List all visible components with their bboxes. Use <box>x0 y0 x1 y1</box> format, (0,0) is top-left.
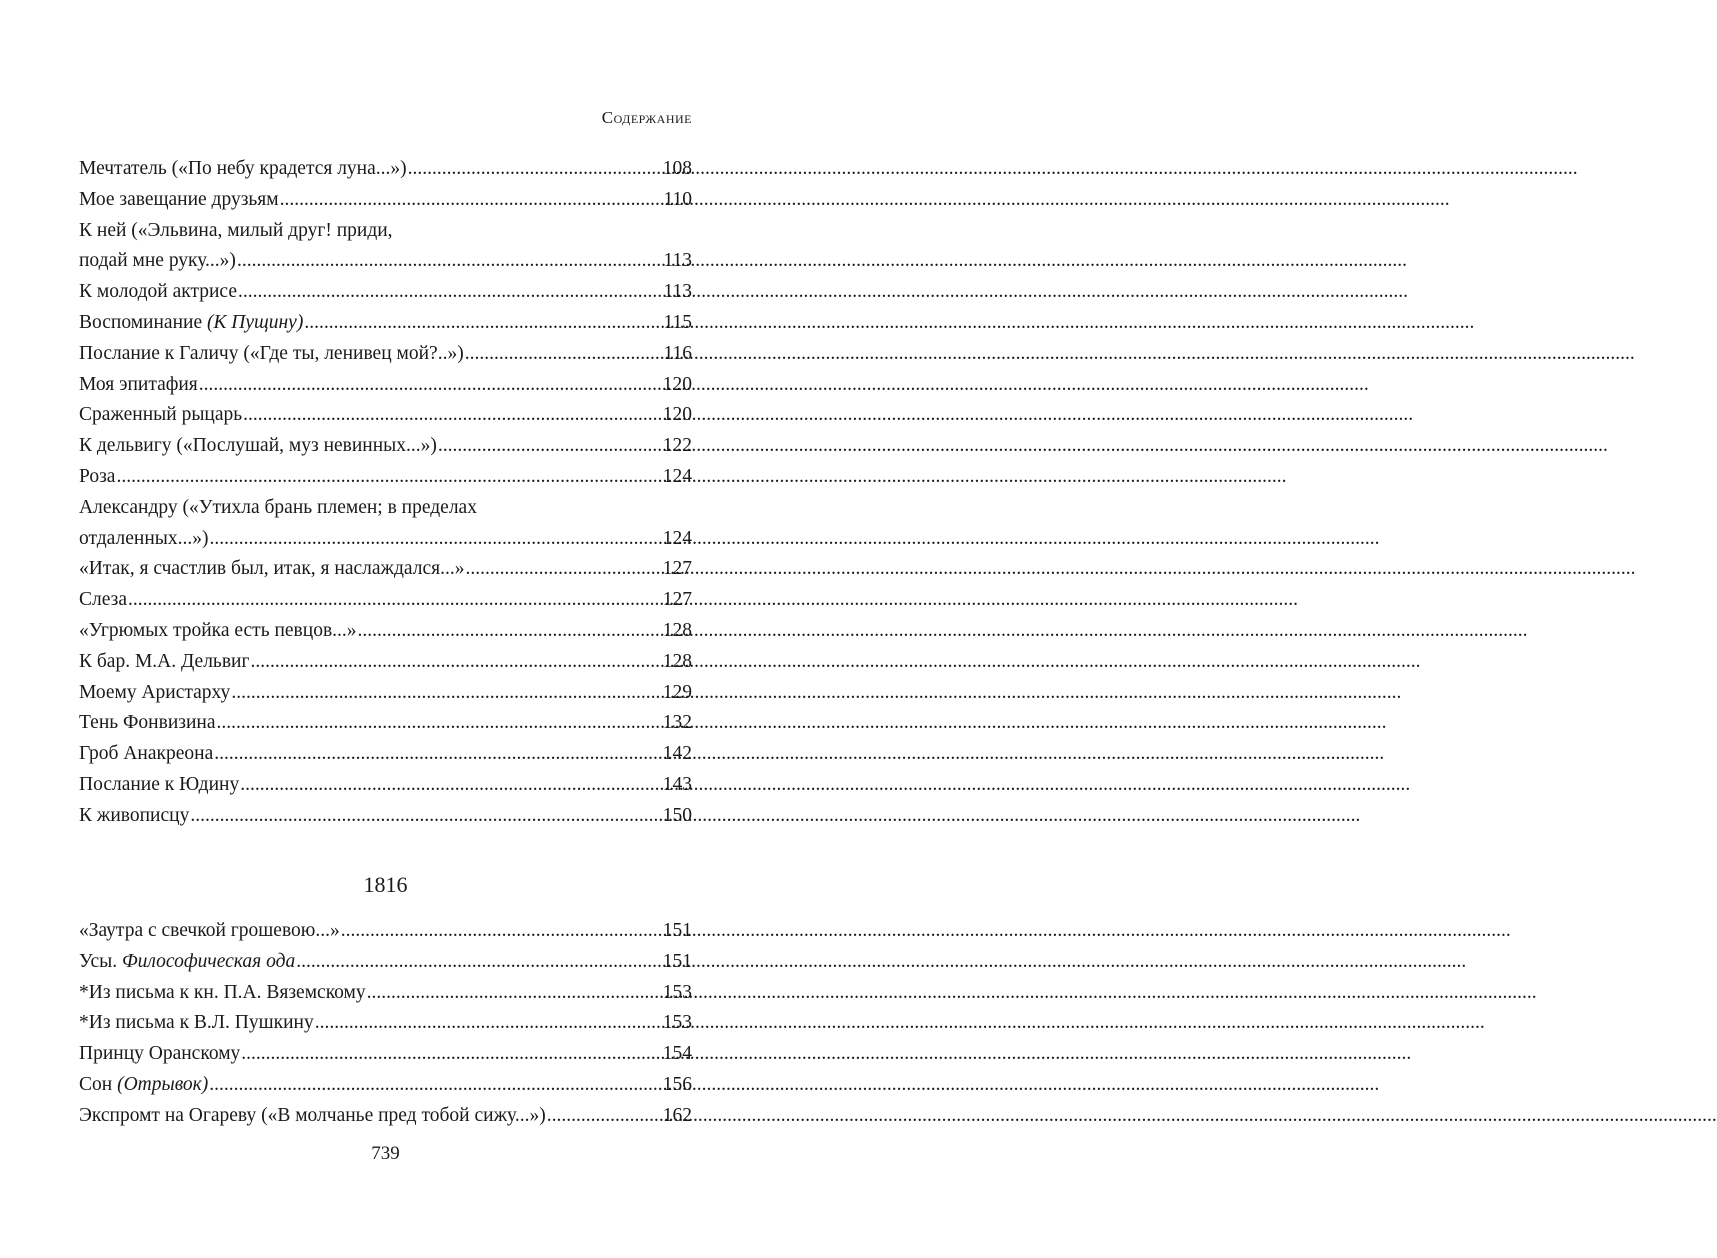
toc-entry <box>79 739 692 770</box>
dot-leader <box>128 585 662 616</box>
toc-entry-title <box>79 370 198 401</box>
dot-leader <box>199 370 662 401</box>
dot-leader <box>408 154 662 185</box>
toc-entry <box>79 462 692 493</box>
toc-entry-page: 128 <box>662 619 692 641</box>
toc-entry-title-text: Усы. <box>79 950 118 972</box>
toc-entry-subtitle: Философическая ода <box>121 950 296 972</box>
dot-leader <box>547 1101 662 1132</box>
toc-entry-title <box>79 647 249 678</box>
toc-entry <box>79 947 692 978</box>
dot-leader <box>358 616 662 647</box>
toc-entry <box>79 339 692 370</box>
toc-entry-title-text: Экспромт на Огареву («В молчанье пред тобой сижу...») <box>79 1104 546 1126</box>
toc-entry <box>79 185 692 216</box>
dot-leader <box>466 554 662 585</box>
toc-entry-title <box>79 1008 314 1039</box>
toc-entry-page: 128 <box>662 650 692 672</box>
dot-leader <box>240 770 662 801</box>
dot-leader <box>465 339 663 370</box>
dot-leader <box>367 978 662 1009</box>
dot-leader <box>237 246 663 277</box>
toc-entry-title <box>79 277 237 308</box>
toc-entry-page: 150 <box>662 804 692 826</box>
dot-leader <box>296 947 662 978</box>
page-number: 739 <box>371 1143 400 1164</box>
toc-entry <box>79 277 692 308</box>
toc-entry-title-text: Слеза <box>79 589 127 611</box>
toc-entry-title-text: Мое завещание друзьям <box>79 188 279 210</box>
toc-entry <box>79 801 692 832</box>
toc-entry-title-text: К дельвигу («Послушай, муз невинных...») <box>79 435 437 457</box>
year-heading: 1816 <box>363 872 408 897</box>
toc-entry-title-text: Сон <box>79 1073 113 1095</box>
toc-entry-title <box>79 339 464 370</box>
dot-leader <box>241 1039 661 1070</box>
toc-entry-title-text: Принцу Оранскому <box>79 1043 241 1065</box>
toc-entry-page: 153 <box>662 981 692 1003</box>
toc-entry-title-text: Тень Фонвизина <box>79 712 216 734</box>
dot-leader <box>315 1008 662 1039</box>
toc-entry-title-text: К бар. М.А. Дельвиг <box>79 650 250 672</box>
toc-entry-page: 113 <box>663 250 692 272</box>
toc-entry-title <box>79 1070 208 1101</box>
dot-leader <box>116 462 661 493</box>
toc-entry-title <box>79 947 295 978</box>
toc-entry-title <box>79 554 465 585</box>
toc-entry-title <box>79 400 242 431</box>
toc-entry <box>79 1039 692 1070</box>
toc-entry-subtitle: (К Пущину) <box>206 311 304 333</box>
toc-entry-page: 142 <box>662 743 692 765</box>
toc-entry-page: 115 <box>663 311 692 333</box>
dot-leader <box>231 678 661 709</box>
toc-entry-title-line: Александру («Утихла брань племен; в пределах <box>79 496 477 518</box>
dot-leader <box>438 431 662 462</box>
toc-entry-title-text: Моему Аристарху <box>79 681 231 703</box>
toc-entry-title-text: подай мне руку...») <box>79 250 236 272</box>
toc-entry <box>79 308 692 339</box>
dot-leader <box>250 647 661 678</box>
toc-entry <box>79 216 692 278</box>
toc-entry-page: 108 <box>662 158 692 179</box>
toc-entry <box>79 678 692 709</box>
toc-entry-title <box>79 770 239 801</box>
toc-entry-title-text: *Из письма к кн. П.А. Вяземскому <box>79 981 366 1003</box>
toc-entry-title-text: Моя эпитафия <box>79 373 198 395</box>
toc-entry-title-text: Послание к Галичу («Где ты, ленивец мой?..») <box>79 342 464 364</box>
toc-entry-page: 120 <box>662 373 692 395</box>
dot-leader <box>190 801 661 832</box>
toc-entry-title <box>79 431 437 462</box>
toc-entry-title <box>79 462 115 493</box>
dot-leader <box>209 524 661 555</box>
toc-entry <box>79 770 692 801</box>
toc-entry-title <box>79 185 279 216</box>
toc-entry <box>79 493 692 555</box>
toc-entry-page: 122 <box>662 435 692 457</box>
toc-entry-page: 124 <box>662 527 692 549</box>
toc-entry-title-line: К ней («Эльвина, милый друг! приди, <box>79 219 393 241</box>
toc-entry-page: 156 <box>662 1073 692 1095</box>
toc-entry-title <box>79 708 216 739</box>
toc-entry-page: 127 <box>662 589 692 611</box>
toc-entry-page: 153 <box>662 1012 692 1034</box>
toc-entry-title-text: «Угрюмых тройка есть певцов...» <box>79 619 357 641</box>
toc-entry-page: 129 <box>662 681 692 703</box>
toc-entry <box>79 647 692 678</box>
toc-entry <box>79 1101 692 1132</box>
toc-entry-page: 116 <box>663 342 692 364</box>
toc-entry <box>79 1070 692 1101</box>
dot-leader <box>238 277 662 308</box>
toc-entry <box>79 431 692 462</box>
toc-entry-title-text: Сраженный рыцарь <box>79 404 243 426</box>
dot-leader <box>341 916 662 947</box>
toc-entry <box>79 585 692 616</box>
toc-entry <box>79 916 692 947</box>
toc-entry-title <box>79 585 127 616</box>
toc-entry-title <box>79 678 230 709</box>
dot-leader <box>214 739 662 770</box>
toc-entry-title-text: отдаленных...») <box>79 527 209 549</box>
toc-entry-page: 151 <box>662 920 692 941</box>
toc-entry-title <box>79 1101 546 1132</box>
toc-entry-title-text: Послание к Юдину <box>79 773 240 795</box>
toc-entry-title-text: К живописцу <box>79 804 190 826</box>
toc-entry-page: 113 <box>663 281 692 303</box>
toc-entry-title <box>79 154 407 185</box>
toc-entry-title <box>79 524 208 555</box>
toc-entry-subtitle: (Отрывок) <box>117 1073 209 1095</box>
running-header: Содержание <box>601 108 692 127</box>
toc-entry <box>79 708 692 739</box>
toc-section-2 <box>79 916 692 1132</box>
toc-entry-title <box>79 246 236 277</box>
toc-entry-title <box>79 916 340 947</box>
toc-entry-page: 120 <box>662 404 692 426</box>
toc-entry-title-text: Роза <box>79 465 116 487</box>
dot-leader <box>304 308 662 339</box>
toc-entry-page: 124 <box>662 465 692 487</box>
toc-entry-title-text: *Из письма к В.Л. Пушкину <box>79 1012 314 1034</box>
toc-entry-title <box>79 308 303 339</box>
toc-entry-page: 162 <box>662 1104 692 1126</box>
toc-entry-title <box>79 801 189 832</box>
toc-entry-title-text: Мечтатель («По небу крадется луна...») <box>79 158 407 179</box>
toc-section-1 <box>79 154 692 832</box>
toc-entry-page: 154 <box>662 1043 692 1065</box>
toc-entry <box>79 554 692 585</box>
toc-entry <box>79 154 692 185</box>
dot-leader <box>209 1070 661 1101</box>
toc-entry <box>79 370 692 401</box>
toc-entry <box>79 616 692 647</box>
toc-entry-title-text: «Заутра с свечкой грошевою...» <box>79 920 340 941</box>
toc-entry-title <box>79 1039 240 1070</box>
dot-leader <box>217 708 662 739</box>
dot-leader <box>243 400 662 431</box>
toc-entry-title <box>79 978 366 1009</box>
toc-entry <box>79 978 692 1009</box>
toc-entry <box>79 1008 692 1039</box>
toc-entry-title-text: К молодой актрисе <box>79 281 237 303</box>
toc-entry-page: 127 <box>662 558 692 580</box>
toc-entry-title-text: «Итак, я счастлив был, итак, я наслаждался...» <box>79 558 465 580</box>
toc-entry-page: 132 <box>662 712 692 734</box>
toc-entry <box>79 400 692 431</box>
toc-entry-title-text: Гроб Анакреона <box>79 743 214 765</box>
toc-entry-page: 151 <box>662 950 692 972</box>
toc-entry-title-text: Воспоминание <box>79 311 203 333</box>
toc-entry-title <box>79 616 357 647</box>
dot-leader <box>280 185 663 216</box>
toc-entry-page: 110 <box>663 188 692 210</box>
toc-entry-title <box>79 739 213 770</box>
toc-entry-page: 143 <box>662 773 692 795</box>
